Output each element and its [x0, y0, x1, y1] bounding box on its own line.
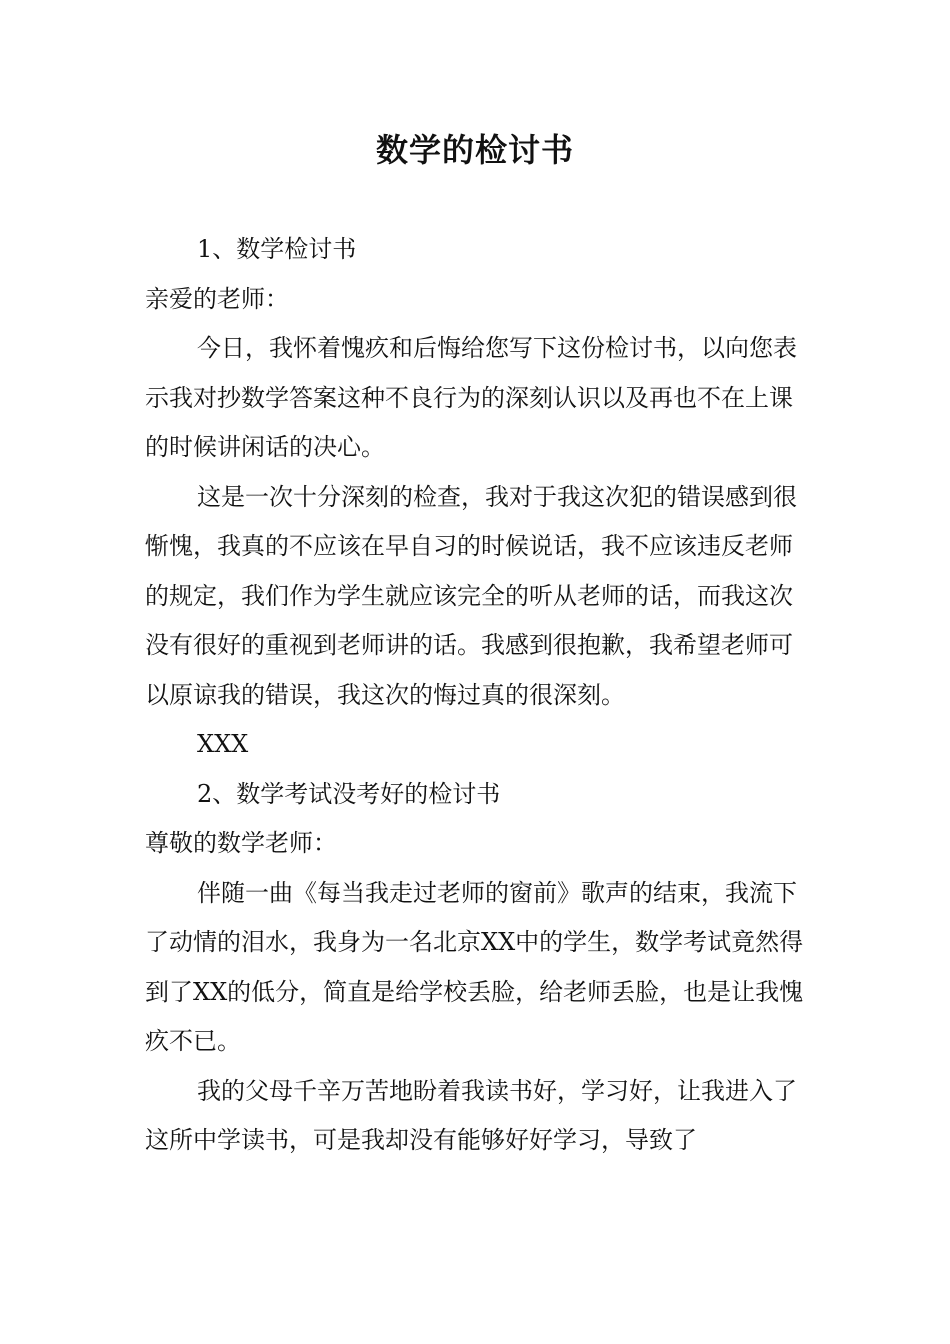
signature: XXX	[197, 730, 249, 758]
paragraph: 这是一次十分深刻的检查，我对于我这次犯的错误感到很惭愧，我真的不应该在早自习的时候说话，我不应该违反老师的规定，我们作为学生就应该完全的听从老师的话，而我这次没有很好的重视到老师讲的话。我感到很抱歉，我希望老师可以原谅我的错误，我这次的悔过真的很深刻。	[145, 482, 797, 709]
salutation-2: 尊敬的数学老师：	[145, 829, 337, 857]
section-heading-2: 2、数学考试没考好的检讨书	[197, 779, 501, 808]
salutation-1: 亲爱的老师：	[145, 284, 289, 313]
paragraph: 伴随一曲《每当我走过老师的窗前》歌声的结束，我流下了动情的泪水，我身为一名北京XX中的学生，数学考试竟然得到了XX的低分，简直是给学校丢脸，给老师丢脸，也是让我愧疚不已。	[145, 878, 804, 1055]
paragraph: 今日，我怀着愧疚和后悔给您写下这份检讨书，以向您表示我对抄数学答案这种不良行为的深刻认识以及再也不在上课的时候讲闲话的决心。	[145, 334, 797, 461]
document-title: 数学的检讨书	[375, 131, 574, 169]
document-body	[145, 225, 815, 1166]
paragraph: 我的父母千辛万苦地盼着我读书好，学习好，让我进入了这所中学读书，可是我却没有能够好好学习，导致了	[145, 1076, 797, 1154]
section-heading-1: 1、数学检讨书	[197, 235, 357, 263]
